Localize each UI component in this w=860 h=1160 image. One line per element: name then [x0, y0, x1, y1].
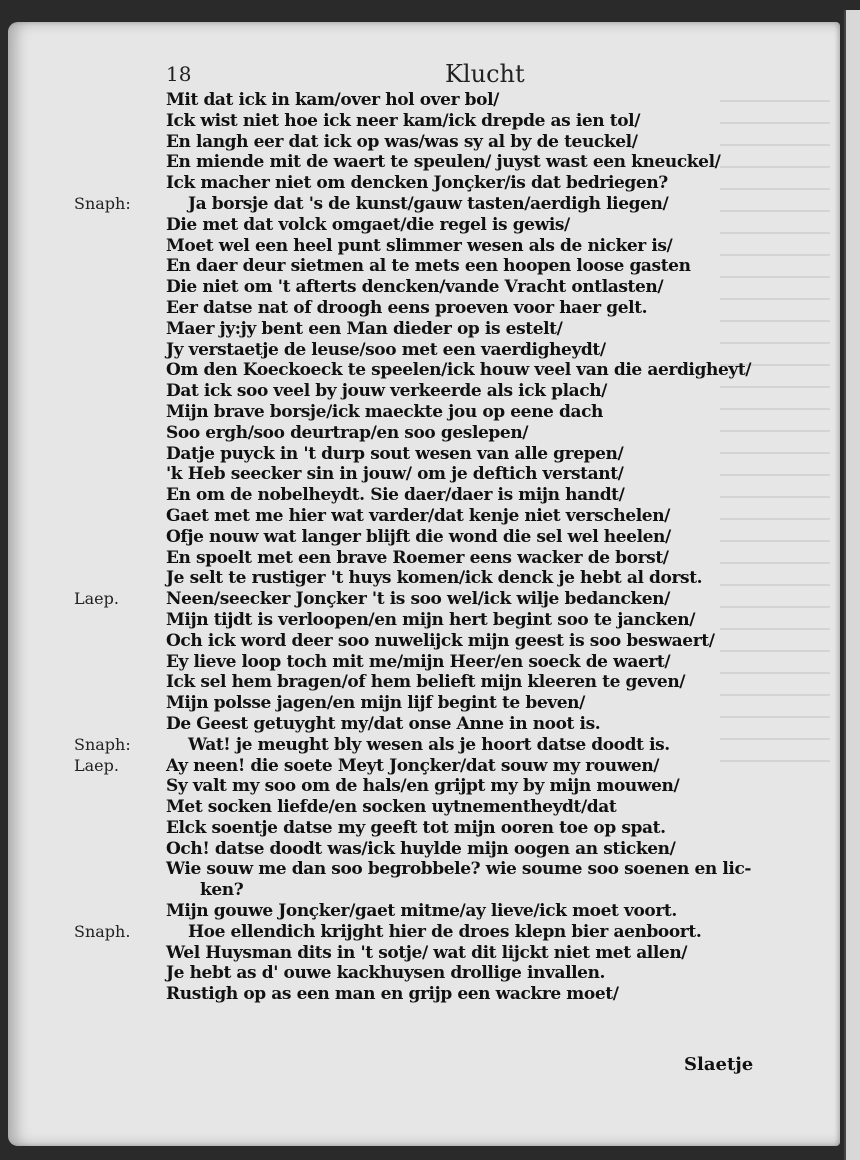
catchword: Slaetje	[684, 1054, 754, 1075]
verse-line-text: Rustigh op as een man en grijp een wackre moet/	[166, 984, 619, 1005]
verse-line-text: Moet wel een heel punt slimmer wesen als de nicker is/	[166, 235, 673, 256]
verse-line	[0, 90, 860, 111]
verse-line	[0, 277, 860, 298]
verse-line-text: Och ick word deer soo nuwelijck mijn geest is soo beswaert/	[166, 630, 715, 651]
verse-line-text: Och! datse doodt was/ick huylde mijn oogen an sticken/	[166, 838, 676, 859]
verse-line-text: Mijn brave borsje/ick maeckte jou op eene dach	[166, 401, 603, 422]
verse-line	[0, 922, 860, 943]
verse-line	[0, 423, 860, 444]
verse-line-text: Die met dat volck omgaet/die regel is gewis/	[166, 214, 570, 235]
verse-line-text: Die niet om 't afterts dencken/vande Vracht ontlasten/	[166, 277, 664, 298]
verse-line-text: Mijn polsse jagen/en mijn lijf begint te beven/	[166, 693, 585, 714]
verse-line-text: Datje puyck in 't durp sout wesen van alle grepen/	[166, 443, 624, 464]
verse-line	[0, 631, 860, 652]
verse-line-text: En spoelt met een brave Roemer eens wacker de borst/	[166, 547, 669, 568]
verse-line	[0, 797, 860, 818]
verse-line	[0, 714, 860, 735]
speaker-label: Laep.	[74, 755, 119, 775]
verse-line	[0, 215, 860, 236]
verse-line-text: Om den Koeckoeck te speelen/ick houw veel van die aerdigheyt/	[166, 360, 752, 381]
verse-line-text: Sy valt my soo om de hals/en grijpt my by mijn mouwen/	[166, 776, 680, 797]
verse-line-text: Je selt te rustiger 't huys komen/ick denck je hebt al dorst.	[166, 568, 703, 589]
verse-line-text: 'k Heb seecker sin in jouw/ om je deftich verstant/	[166, 464, 624, 485]
verse-line-text: Ofje nouw wat langer blijft die wond die sel wel heelen/	[166, 526, 671, 547]
verse-line-text: De Geest getuyght my/dat onse Anne in noot is.	[166, 713, 601, 734]
verse-line-text: Met socken liefde/en socken uytnementheydt/dat	[166, 797, 617, 818]
verse-line-text: Wat! je meught bly wesen als je hoort datse doodt is.	[188, 734, 670, 755]
verse-line-text: Gaet met me hier wat varder/dat kenje niet verschelen/	[166, 505, 670, 526]
verse-line	[0, 132, 860, 153]
verse-line-text: Soo ergh/soo deurtrap/en soo geslepen/	[166, 422, 529, 443]
verse-line	[0, 298, 860, 319]
speaker-label: Snaph.	[74, 921, 131, 941]
verse-line	[0, 173, 860, 194]
verse-line	[0, 672, 860, 693]
verse-line-text: Ick sel hem bragen/of hem belieft mijn kleeren te geven/	[166, 672, 686, 693]
verse-line	[0, 360, 860, 381]
verse-line	[0, 963, 860, 984]
verse-line	[0, 652, 860, 673]
verse-line	[0, 548, 860, 569]
verse-line-text: Neen/seecker Jonçker 't is soo wel/ick wilje bedancken/	[166, 589, 670, 610]
verse-line	[0, 256, 860, 277]
verse-line-text: Ey lieve loop toch mit me/mijn Heer/en soeck de waert/	[166, 651, 671, 672]
verse-line	[0, 111, 860, 132]
verse-line	[0, 402, 860, 423]
verse-line	[0, 527, 860, 548]
verse-line	[0, 319, 860, 340]
verse-line-text: Mit dat ick in kam/over hol over bol/	[166, 90, 499, 110]
verse-line	[0, 506, 860, 527]
verse-line	[0, 756, 860, 777]
verse-line-text: Ick wist niet hoe ick neer kam/ick drepde as ien tol/	[166, 110, 641, 131]
verse-line	[0, 839, 860, 860]
verse-line-text: En miende mit de waert te speulen/ juyst wast een kneuckel/	[166, 152, 721, 173]
speaker-label: Snaph:	[74, 734, 131, 754]
verse-line	[0, 984, 860, 1005]
verse-line-text: Ay neen! die soete Meyt Jonçker/dat souw my rouwen/	[166, 755, 660, 776]
verse-line-text: Mijn gouwe Jonçker/gaet mitme/ay lieve/ick moet voort.	[166, 901, 677, 922]
verse-line-text: Ick macher niet om dencken Jonçker/is dat bedriegen?	[166, 173, 668, 194]
verse-line-text: ken?	[200, 880, 244, 901]
verse-line	[0, 610, 860, 631]
verse-line-text: Wel Huysman dits in 't sotje/ wat dit lijckt niet met allen/	[166, 942, 688, 963]
speaker-label: Laep.	[74, 589, 119, 609]
verse-line-text: Elck soentje datse my geeft tot mijn ooren toe op spat.	[166, 817, 666, 838]
verse-line-text: Mijn tijdt is verloopen/en mijn hert begint soo te jancken/	[166, 609, 696, 630]
verse-line-text: En om de nobelheydt. Sie daer/daer is mijn handt/	[166, 485, 625, 506]
page-header	[0, 62, 860, 92]
verse-line-text: En daer deur sietmen al te mets een hoopen loose gasten	[166, 256, 691, 277]
verse-line	[0, 589, 860, 610]
verse-line	[0, 194, 860, 215]
page-number: 18	[166, 62, 192, 86]
verse-text	[0, 90, 860, 1005]
verse-line	[0, 236, 860, 257]
verse-line	[0, 152, 860, 173]
verse-line-text: Hoe ellendich krijght hier de droes klepn bier aenboort.	[188, 921, 702, 942]
verse-line	[0, 943, 860, 964]
verse-line	[0, 880, 860, 901]
verse-line	[0, 444, 860, 465]
verse-line	[0, 485, 860, 506]
verse-line-text: Ja borsje dat 's de kunst/gauw tasten/aerdigh liegen/	[188, 193, 669, 214]
verse-line	[0, 859, 860, 880]
verse-line	[0, 901, 860, 922]
verse-line	[0, 693, 860, 714]
speaker-label: Snaph:	[74, 193, 131, 213]
verse-line	[0, 568, 860, 589]
verse-line-text: Jy verstaetje de leuse/soo met een vaerdigheydt/	[166, 339, 606, 360]
verse-line	[0, 381, 860, 402]
verse-line	[0, 340, 860, 361]
verse-line-text: Dat ick soo veel by jouw verkeerde als ick plach/	[166, 381, 607, 402]
verse-line	[0, 818, 860, 839]
verse-line-text: Wie souw me dan soo begrobbele? wie soume soo soenen en lic-	[166, 859, 752, 880]
verse-line	[0, 776, 860, 797]
running-title: Klucht	[445, 60, 525, 88]
verse-line	[0, 464, 860, 485]
verse-line-text: Maer jy:jy bent een Man dieder op is estelt/	[166, 318, 563, 339]
verse-line-text: En langh eer dat ick op was/was sy al by de teuckel/	[166, 131, 638, 152]
verse-line-text: Je hebt as d' ouwe kackhuysen drollige invallen.	[166, 963, 606, 984]
verse-line-text: Eer datse nat of droogh eens proeven voor haer gelt.	[166, 297, 648, 318]
verse-line	[0, 735, 860, 756]
